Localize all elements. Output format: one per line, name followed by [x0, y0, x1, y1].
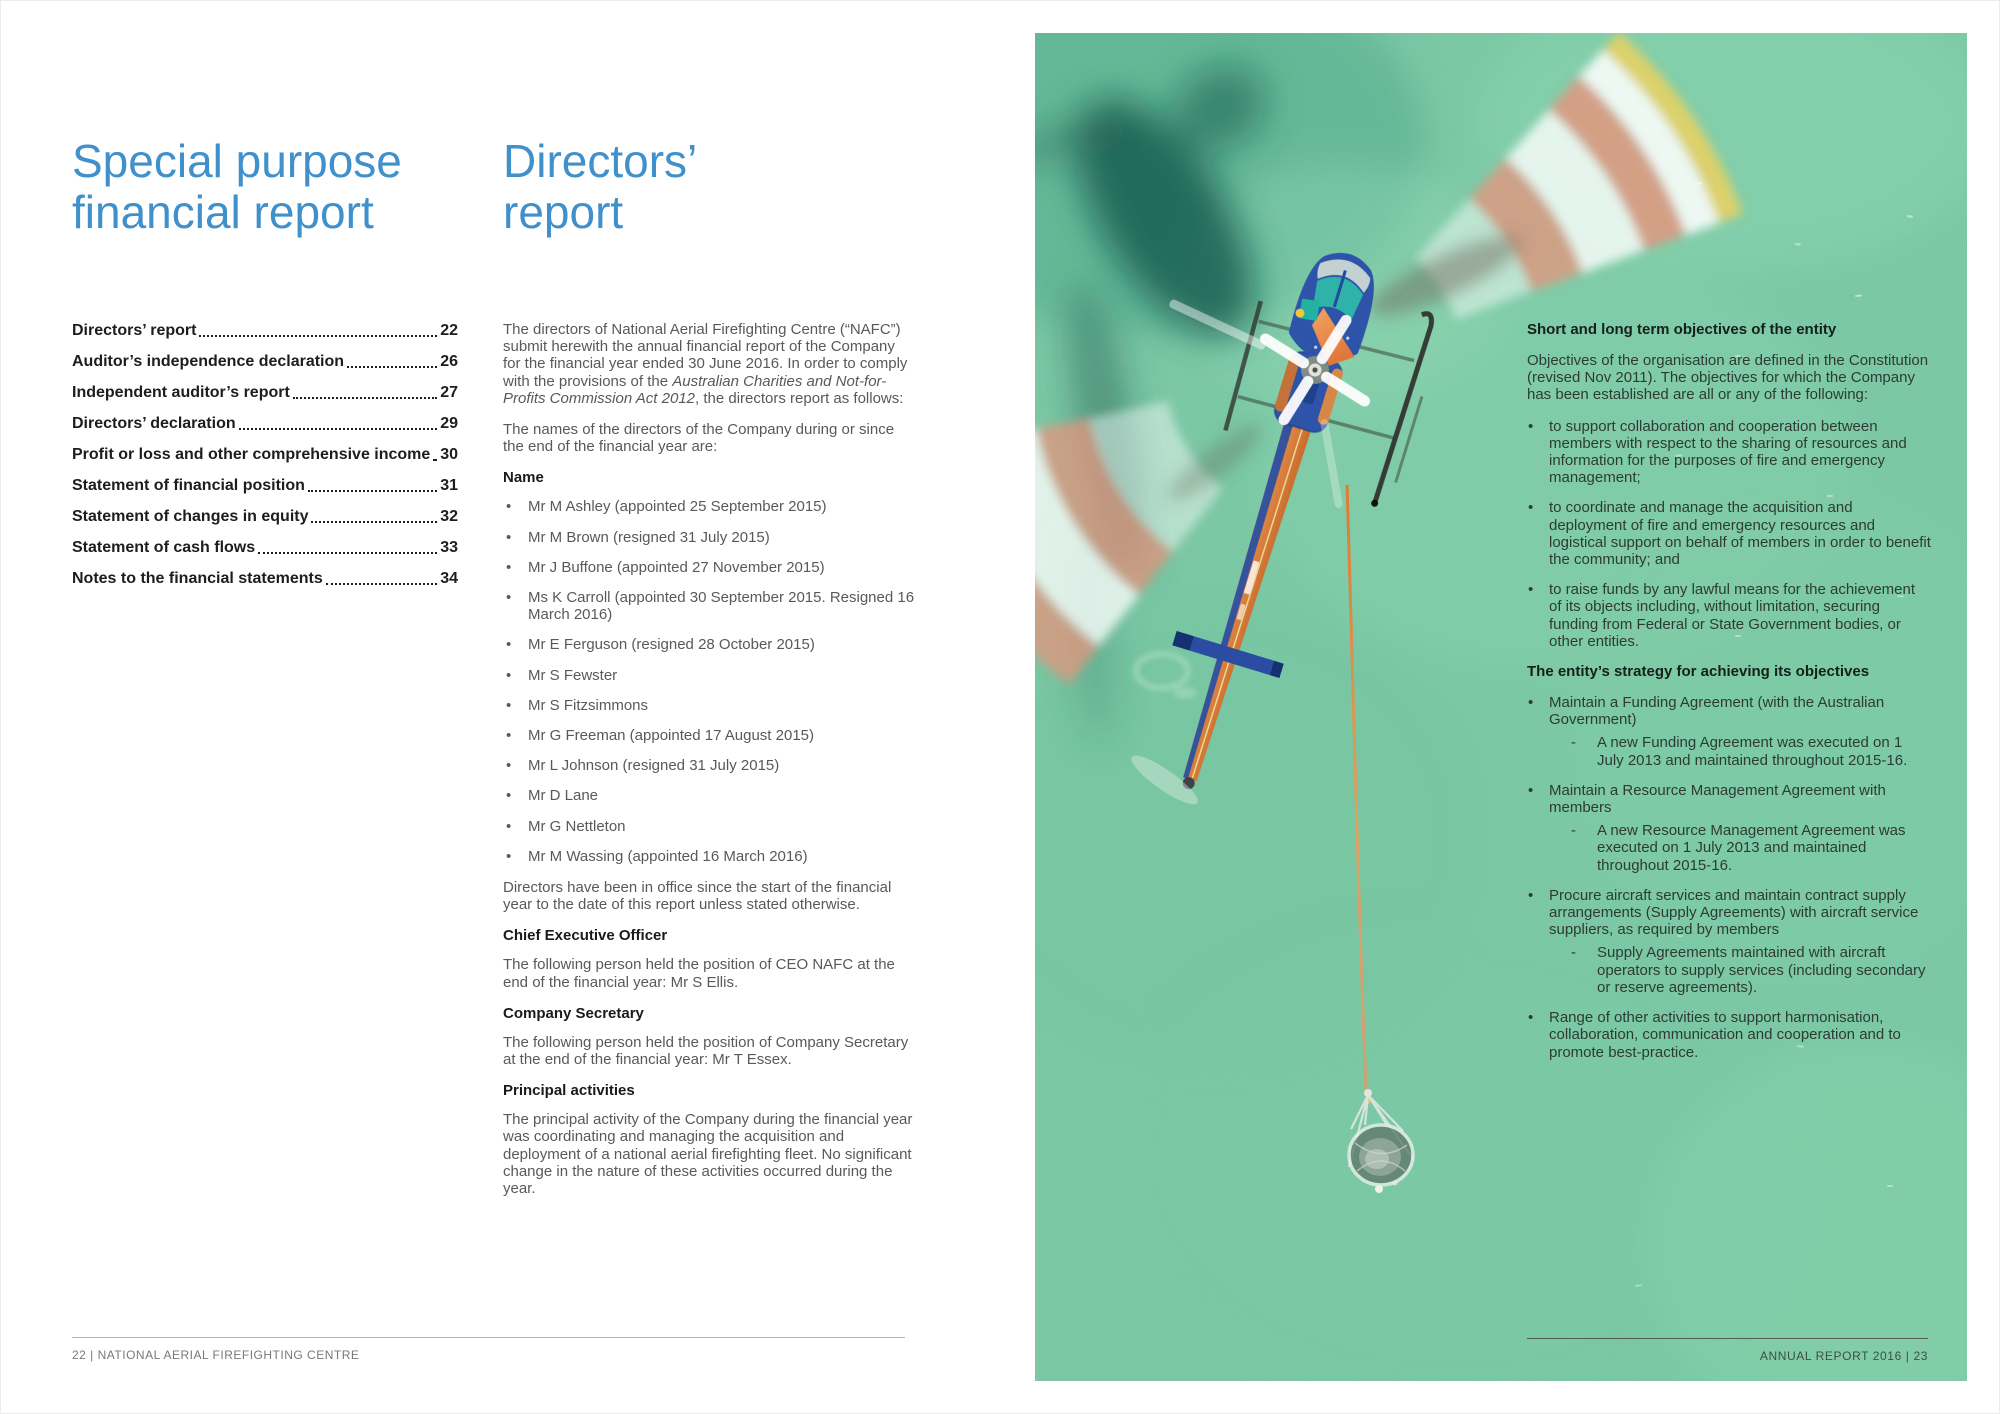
right-footer-rule — [1527, 1338, 1928, 1339]
toc-label: Directors’ declaration — [72, 415, 236, 432]
toc-entry[interactable] — [72, 383, 458, 402]
director-item: • Mr G Freeman (appointed 17 August 2015) — [503, 727, 915, 744]
article-title — [503, 136, 697, 238]
toc-entry[interactable] — [72, 507, 458, 526]
directors-report-body — [503, 321, 915, 1211]
director-item: • Mr D Lane — [503, 787, 915, 804]
toc-label: Statement of changes in equity — [72, 508, 309, 525]
objective-item: • to raise funds by any lawful means for the achievement of its objects including, without limitation, securing funding from Federal or State Government bodies, or other entities. — [1527, 581, 1931, 650]
section-title-line1: Special purpose — [72, 135, 402, 187]
toc-entry[interactable] — [72, 538, 458, 557]
right-page-footer: ANNUAL REPORT 2016 | 23 — [1759, 1349, 1928, 1363]
toc-page-number: 33 — [440, 539, 458, 556]
dot-leader — [258, 552, 437, 554]
strategy-item: • Maintain a Funding Agreement (with the Australian Government) - A new Funding Agreement was executed on 1 July 2013 and maintained throughout 2015-16. — [1527, 694, 1931, 769]
ceo-paragraph: The following person held the position of CEO NAFC at the end of the financial year: Mr S Ellis. — [503, 956, 895, 991]
objectives-overlay — [1527, 321, 1931, 1074]
directors-list — [503, 498, 915, 865]
left-page-footer: 22 | NATIONAL AERIAL FIREFIGHTING CENTRE — [72, 1348, 360, 1362]
objectives-list — [1527, 418, 1931, 650]
dot-leader — [293, 397, 437, 399]
toc-page-number: 30 — [440, 446, 458, 463]
strategy-list — [1527, 694, 1931, 1061]
toc-page-number: 29 — [440, 415, 458, 432]
director-item: • Mr G Nettleton — [503, 818, 915, 835]
left-footer-rule — [72, 1337, 905, 1338]
director-item: • Mr M Wassing (appointed 16 March 2016) — [503, 848, 915, 865]
toc-entry[interactable] — [72, 476, 458, 495]
toc-label: Auditor’s independence declaration — [72, 353, 345, 370]
activities-heading: Principal activities — [503, 1082, 635, 1100]
toc-page-number: 27 — [440, 384, 458, 401]
toc-label: Statement of financial position — [72, 477, 305, 494]
toc-page-number: 32 — [440, 508, 458, 525]
activities-paragraph: The principal activity of the Company during the financial year was coordinating and managing the acquisition and deployment of a national aerial firefighting fleet. No significant change in the nature of these activities occurred during the year. — [503, 1111, 913, 1198]
toc-page-number: 31 — [440, 477, 458, 494]
article-title-line1: Directors’ — [503, 135, 698, 187]
office-note-paragraph: Directors have been in office since the start of the financial year to the date of this report unless stated otherwise. — [503, 879, 892, 914]
toc-entry[interactable] — [72, 569, 458, 588]
toc-entry[interactable] — [72, 352, 458, 371]
strategy-sub-item: - Supply Agreements maintained with aircraft operators to supply services (including secondary or reserve agreements). — [1549, 944, 1931, 996]
toc-entry[interactable] — [72, 414, 458, 433]
ceo-heading: Chief Executive Officer — [503, 927, 668, 945]
objective-item: • to coordinate and manage the acquisition and deployment of fire and emergency resources and logistical support on behalf of members in order to benefit the community; and — [1527, 499, 1931, 568]
director-item: • Mr M Brown (resigned 31 July 2015) — [503, 529, 915, 546]
section-title — [72, 136, 402, 238]
toc-entry[interactable] — [72, 445, 458, 464]
toc-page-number: 34 — [440, 570, 458, 587]
toc-label: Directors’ report — [72, 322, 197, 339]
names-intro-paragraph: The names of the directors of the Company during or since the end of the financial year are: — [503, 421, 895, 456]
strategy-item: • Procure aircraft services and maintain contract supply arrangements (Supply Agreements) with aircraft service suppliers, as required by members - Supply Agreements maintained with aircraft operators to supply services (including secondary or reserve agreements). — [1527, 887, 1931, 996]
strategy-sub-item: - A new Funding Agreement was executed on 1 July 2013 and maintained throughout 2015-16. — [1549, 734, 1931, 768]
section-title-line2: financial report — [72, 186, 374, 238]
dot-leader — [433, 459, 437, 461]
toc-label: Statement of cash flows — [72, 539, 256, 556]
toc-page-number: 22 — [440, 322, 458, 339]
objectives-heading: Short and long term objectives of the entity — [1527, 321, 1837, 338]
article-title-line2: report — [503, 186, 624, 238]
director-item: • Mr L Johnson (resigned 31 July 2015) — [503, 757, 915, 774]
toc-entry[interactable] — [72, 321, 458, 340]
intro-paragraph: The directors of National Aerial Firefighting Centre (“NAFC”) submit herewith the annual financial report of the Company for the financial year ended 30 June 2016. In order to comply with the provisions of the Australian Charities and Not-for-Profits Commission Act 2012, the directors report as follows: — [503, 321, 908, 407]
toc-page-number: 26 — [440, 353, 458, 370]
director-item: • Mr S Fitzsimmons — [503, 697, 915, 714]
director-item: • Mr J Buffone (appointed 27 November 2015) — [503, 559, 915, 576]
secretary-heading: Company Secretary — [503, 1004, 644, 1022]
toc-label: Independent auditor’s report — [72, 384, 290, 401]
secretary-paragraph: The following person held the position of Company Secretary at the end of the financial year: Mr T Essex. — [503, 1033, 909, 1069]
dot-leader — [239, 428, 438, 430]
director-item: • Mr M Ashley (appointed 25 September 2015) — [503, 498, 915, 515]
objective-item: • to support collaboration and cooperation between members with respect to the sharing of resources and information for the purposes of fire and emergency management; — [1527, 418, 1931, 487]
objectives-intro: Objectives of the organisation are defined in the Constitution (revised Nov 2011). The objectives for which the Company has been established are all or any of the following: — [1527, 352, 1929, 404]
strategy-heading: The entity’s strategy for achieving its objectives — [1527, 663, 1870, 681]
dot-leader — [347, 366, 437, 368]
dot-leader — [308, 490, 437, 492]
director-item: • Mr S Fewster — [503, 667, 915, 684]
dot-leader — [311, 521, 437, 523]
toc-label: Profit or loss and other comprehensive income — [72, 446, 431, 463]
director-item: • Ms K Carroll (appointed 30 September 2015. Resigned 16 March 2016) — [503, 589, 915, 623]
toc-label: Notes to the financial statements — [72, 570, 323, 587]
strategy-item: • Range of other activities to support harmonisation, collaboration, communication and cooperation and to promote best-practice. — [1527, 1009, 1931, 1061]
table-of-contents — [72, 321, 458, 600]
names-heading: Name — [503, 469, 544, 487]
strategy-item: • Maintain a Resource Management Agreement with members - A new Resource Management Agreement was executed on 1 July 2013 and maintained throughout 2015-16. — [1527, 782, 1931, 874]
strategy-sub-item: - A new Resource Management Agreement was executed on 1 July 2013 and maintained throughout 2015-16. — [1549, 822, 1931, 874]
director-item: • Mr E Ferguson (resigned 28 October 2015) — [503, 636, 915, 653]
dot-leader — [326, 583, 437, 585]
dot-leader — [199, 335, 437, 337]
